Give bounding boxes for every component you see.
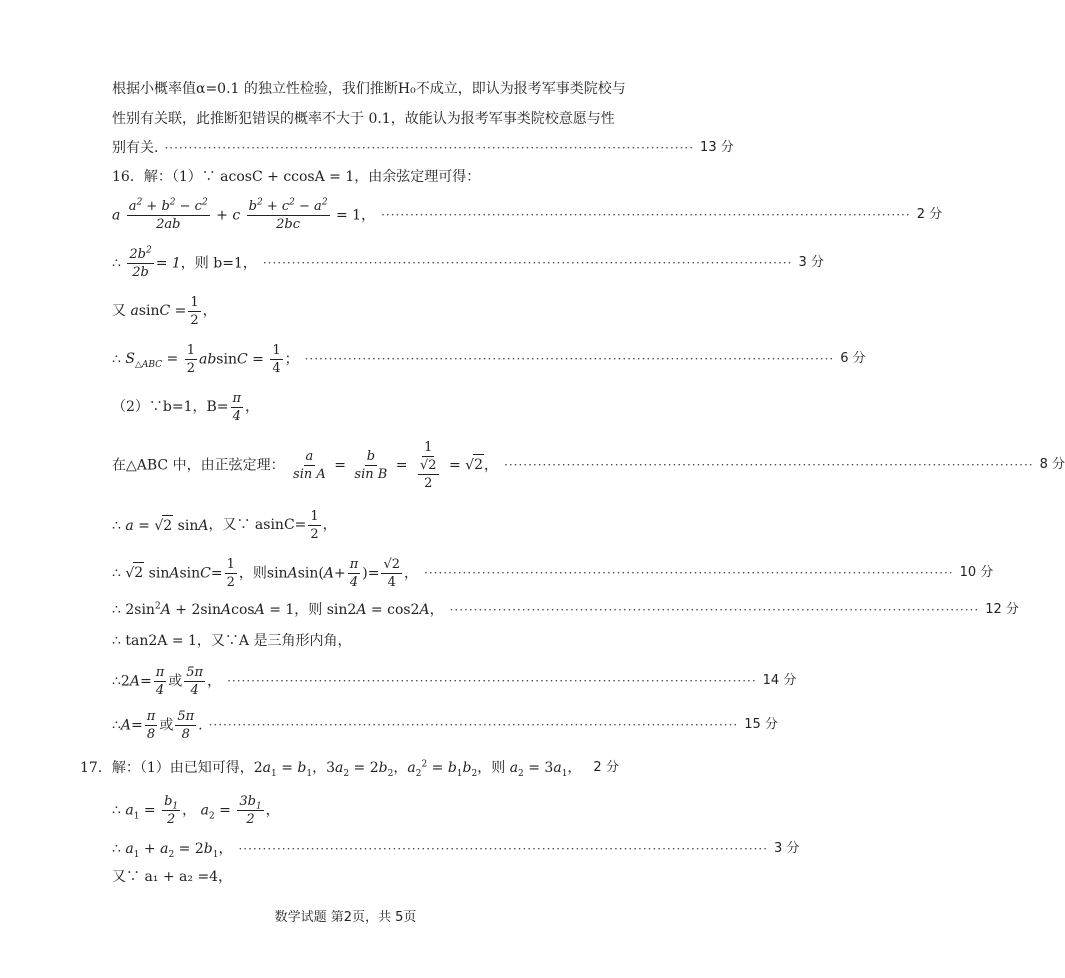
- formula-line: ∴ $\frac{2b^2}{2b}$ = 1，则 b=1， ·············································································································· 3 分: [112, 245, 824, 280]
- formula-line: ∴ $a_1 + a_2 = 2b_1$， ·············································································································· 3 分: [112, 841, 800, 860]
- leader-dots: ··············································································································: [208, 718, 739, 732]
- text-line: ∴ tan2A = 1，又∵A 是三角形内角，: [112, 633, 352, 649]
- leader-dots: ··············································································································: [381, 208, 911, 222]
- leader-dots: ··············································································································: [238, 842, 769, 856]
- formula-line: ∴ √2 sinAsinC= $\frac{1}{2}$ ，则sinAsin(A+ $\frac{\pi}{4}$ )= $\frac{√2}{4}$ ， ·············································································································· 10 分: [112, 556, 994, 590]
- leader-dots: ··············································································································: [449, 603, 980, 617]
- text-line: 性别有关联，此推断犯错误的概率不大于 0.1，故能认为报考军事类院校意愿与性: [112, 111, 615, 127]
- formula-line: （2）∵b=1，B= $\frac{\pi}{4}$ ，: [112, 390, 260, 424]
- formula-line: ∴ a = √2 sinA ，又∵ asinC= $\frac{1}{2}$ ，: [112, 508, 337, 542]
- leader-dots: ··············································································································: [504, 458, 1034, 472]
- leader-dots: ··············································································································: [227, 674, 757, 688]
- score: 6 分: [840, 351, 866, 366]
- leader-dots: ··············································································································: [164, 141, 695, 155]
- formula-line: 在△ABC 中，由正弦定理： $\frac{a}{\text{sin A}}$ = $\frac{b}{\text{sin B}}$ = $\frac{1}{\frac{√2}{2}}$ = √2， ·············································································································· 8 分: [112, 439, 1065, 491]
- score: 15 分: [744, 717, 778, 732]
- formula-line: ∴2A= $\frac{\pi}{4}$ 或 $\frac{5\pi}{4}$ ， ·············································································································· 14 分: [112, 664, 797, 698]
- formula-line: ∴ $S_{\triangle ABC}$ = $\frac{1}{2}$ absinC = $\frac{1}{4}$ ； ·············································································································· 6 分: [112, 342, 866, 376]
- leader-dots: ··············································································································: [424, 566, 954, 580]
- formula-line: ∴A= $\frac{\pi}{8}$ 或 $\frac{5\pi}{8}$ . ·············································································································· 15 分: [112, 708, 778, 742]
- score: 8 分: [1039, 457, 1065, 472]
- text-line: 别有关. ·············································································································· 13 分: [112, 140, 734, 156]
- score: 2 分: [593, 760, 619, 775]
- leader-dots: ··············································································································: [304, 352, 835, 366]
- score: 10 分: [959, 565, 994, 580]
- score: 2 分: [916, 207, 943, 222]
- formula-line: ∴ $a_1$ = $\frac{b_1}{2}$ ， $a_2$ = $\frac{3b_1}{2}$ ，: [112, 793, 280, 827]
- score: 14 分: [762, 673, 797, 688]
- question-17-heading: 17．解：（1）由已知可得，$2a_1 = b_1$，$3a_2 = 2b_2$，$a_2^2 = b_1b_2$，则 $a_2 = 3a_1$， 2 分: [80, 759, 619, 779]
- formula-line: 又 a sin C = $\frac{1}{2}$ ，: [112, 294, 217, 328]
- score: 13 分: [700, 140, 734, 155]
- formula-line: ∴ $2\sin^2A$ + 2sinAcosA = 1，则 sin2A = cos2A， ·············································································································· 12 分: [112, 601, 1019, 618]
- text-line: 根据小概率值α=0.1 的独立性检验，我们推断H₀不成立，即认为报考军事类院校与: [112, 81, 626, 97]
- formula-line: a $\frac{a^2 + b^2 - c^2}{2ab}$ + c $\frac{b^2 + c^2 - a^2}{2bc}$ = 1， ·············································································································· 2 分: [112, 197, 943, 232]
- text-line: 又∵ a₁ + a₂ =4，: [112, 869, 233, 885]
- page-footer: 数学试题 第2页，共 5页: [274, 910, 417, 925]
- score: 12 分: [985, 602, 1019, 617]
- score: 3 分: [798, 255, 824, 270]
- question-16-heading: 16．解：（1）∵ acosC + ccosA = 1，由余弦定理可得：: [112, 169, 481, 185]
- leader-dots: ··············································································································: [262, 256, 793, 270]
- score: 3 分: [774, 841, 800, 856]
